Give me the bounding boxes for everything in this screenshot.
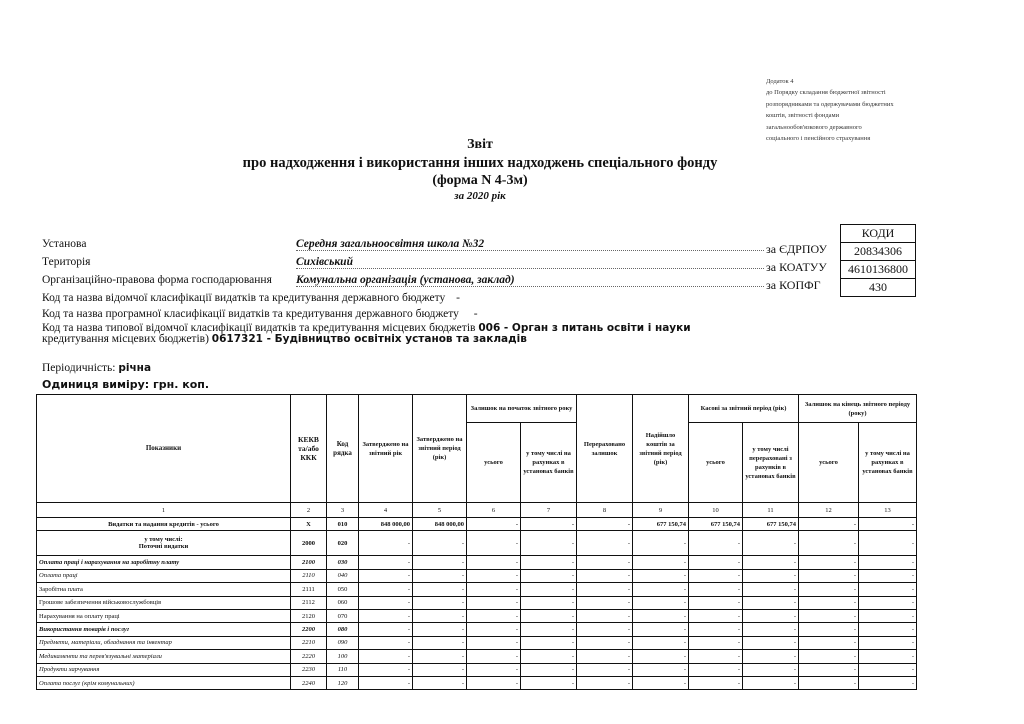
row-value: - bbox=[633, 596, 689, 609]
col-header-approved-year: Затверджено на звітний рік bbox=[359, 395, 413, 503]
col-header-kekv: КЕКВ та/або ККК bbox=[291, 395, 327, 503]
row-value: - bbox=[689, 609, 743, 622]
row-indicator-name: Оплата послуг (крім комунальних) bbox=[37, 676, 291, 689]
periodicity-label: Періодичність: bbox=[42, 362, 116, 374]
row-indicator-subtitle: у тому числі: bbox=[144, 536, 183, 544]
row-value: - bbox=[799, 556, 859, 569]
row-value: - bbox=[413, 556, 467, 569]
row-value: - bbox=[859, 676, 917, 689]
row-value: - bbox=[521, 676, 577, 689]
row-value: - bbox=[799, 663, 859, 676]
row-kekv: 2230 bbox=[291, 663, 327, 676]
row-value: - bbox=[577, 676, 633, 689]
table-row bbox=[37, 650, 917, 663]
row-indicator-title: Поточні видатки bbox=[138, 543, 189, 551]
code-label-kopfg: за КОПФГ bbox=[766, 278, 821, 292]
row-indicator-name: Медикаменти та перев'язувальні матеріали bbox=[37, 650, 291, 663]
row-kekv: 2240 bbox=[291, 676, 327, 689]
column-number: 8 bbox=[577, 503, 633, 518]
row-kekv: 2112 bbox=[291, 596, 327, 609]
territory-label: Територія bbox=[42, 256, 91, 268]
row-value: - bbox=[633, 663, 689, 676]
row-code: 050 bbox=[327, 583, 359, 596]
title-form: (форма N 4-3м) bbox=[432, 173, 528, 188]
row-code: 070 bbox=[327, 609, 359, 622]
row-value: - bbox=[467, 556, 521, 569]
institution-value: Середня загальноосвітня школа №32 bbox=[296, 238, 764, 251]
row-value: - bbox=[577, 569, 633, 582]
row-indicator-name: Оплата праці bbox=[37, 569, 291, 582]
row-value: - bbox=[799, 531, 859, 556]
appendix-note bbox=[766, 76, 966, 144]
periodicity bbox=[42, 362, 151, 374]
institution-label: Установа bbox=[42, 238, 87, 250]
row-value: - bbox=[633, 623, 689, 636]
row-value: 677 150,74 bbox=[689, 518, 743, 531]
row-value: - bbox=[467, 663, 521, 676]
col-header-balance-end-total: усього bbox=[799, 423, 859, 503]
row-value: - bbox=[743, 663, 799, 676]
codes-header: КОДИ bbox=[841, 225, 916, 243]
row-value: - bbox=[743, 609, 799, 622]
code-label-edrpou: за ЄДРПОУ bbox=[766, 242, 828, 256]
row-value: - bbox=[521, 518, 577, 531]
row-value: - bbox=[521, 609, 577, 622]
row-value: - bbox=[577, 623, 633, 636]
col-header-transferred-balance: Перераховано залишок bbox=[577, 395, 633, 503]
row-value: - bbox=[521, 531, 577, 556]
column-number: 12 bbox=[799, 503, 859, 518]
row-value: - bbox=[467, 609, 521, 622]
row-value: 848 000,00 bbox=[359, 518, 413, 531]
row-value: - bbox=[577, 663, 633, 676]
row-code: 040 bbox=[327, 569, 359, 582]
local-classification-label-2: кредитування місцевих бюджетів) bbox=[42, 333, 209, 345]
row-value: - bbox=[521, 650, 577, 663]
table-row bbox=[37, 636, 917, 649]
codes-table bbox=[840, 224, 916, 297]
row-kekv: X bbox=[291, 518, 327, 531]
row-value: - bbox=[413, 636, 467, 649]
row-value: - bbox=[521, 663, 577, 676]
row-value: - bbox=[799, 518, 859, 531]
row-value: - bbox=[743, 556, 799, 569]
col-header-row-code: Код рядка bbox=[327, 395, 359, 503]
row-value: - bbox=[577, 518, 633, 531]
row-value: - bbox=[859, 583, 917, 596]
row-code: 080 bbox=[327, 623, 359, 636]
row-value: - bbox=[859, 596, 917, 609]
row-value: - bbox=[689, 636, 743, 649]
row-value: - bbox=[743, 676, 799, 689]
row-value: - bbox=[577, 556, 633, 569]
row-indicator-name: Видатки та надання кредитів - усього bbox=[37, 518, 291, 531]
org-form-value: Комунальна організація (установа, заклад) bbox=[296, 274, 764, 287]
column-number: 2 bbox=[291, 503, 327, 518]
appendix-line: розпорядниками та одержувачами бюджетних bbox=[766, 100, 894, 108]
row-value: - bbox=[859, 623, 917, 636]
table-row bbox=[37, 623, 917, 636]
row-value: - bbox=[799, 623, 859, 636]
program-classification-value: - bbox=[473, 308, 478, 320]
row-kekv: 2200 bbox=[291, 623, 327, 636]
row-code: 110 bbox=[327, 663, 359, 676]
row-value: - bbox=[521, 596, 577, 609]
column-number: 1 bbox=[37, 503, 291, 518]
col-header-approved-period: Затверджено на звітний період (рік) bbox=[413, 395, 467, 503]
row-value: - bbox=[689, 531, 743, 556]
row-value: - bbox=[359, 623, 413, 636]
row-value: - bbox=[413, 676, 467, 689]
row-value: - bbox=[359, 676, 413, 689]
row-indicator-name: Предмети, матеріали, обладнання та інвентар bbox=[37, 636, 291, 649]
row-value: - bbox=[521, 556, 577, 569]
local-classification-value: 006 - Орган з питань освіти і науки bbox=[478, 322, 691, 334]
row-value: - bbox=[577, 583, 633, 596]
dept-classification-value: - bbox=[456, 292, 460, 304]
report-title bbox=[200, 136, 760, 202]
table-row bbox=[37, 609, 917, 622]
table-row bbox=[37, 583, 917, 596]
row-indicator-name: Оплата праці і нарахування на заробітну плату bbox=[37, 556, 291, 569]
column-number: 13 bbox=[859, 503, 917, 518]
row-value: - bbox=[577, 650, 633, 663]
column-number: 6 bbox=[467, 503, 521, 518]
code-koatuu: 4610136800 bbox=[841, 261, 916, 279]
col-header-cash-total: усього bbox=[689, 423, 743, 503]
territory-value: Сихівський bbox=[296, 256, 764, 269]
row-value: - bbox=[577, 531, 633, 556]
row-indicator-name: Грошове забезпечення військовослужбовців bbox=[37, 596, 291, 609]
row-indicator-name: Нарахування на оплату праці bbox=[37, 609, 291, 622]
row-value: - bbox=[689, 650, 743, 663]
row-value: - bbox=[743, 636, 799, 649]
row-value: - bbox=[413, 596, 467, 609]
table-row bbox=[37, 569, 917, 582]
row-code: 010 bbox=[327, 518, 359, 531]
col-header-balance-end-banks: у тому числі на рахунках в установах банків bbox=[859, 423, 917, 503]
row-value: - bbox=[359, 636, 413, 649]
row-value: - bbox=[577, 596, 633, 609]
row-value: - bbox=[689, 596, 743, 609]
row-value: - bbox=[859, 663, 917, 676]
row-code: 030 bbox=[327, 556, 359, 569]
row-indicator-name: Заробітна плата bbox=[37, 583, 291, 596]
row-value: - bbox=[689, 556, 743, 569]
row-value: 677 150,74 bbox=[633, 518, 689, 531]
column-number: 3 bbox=[327, 503, 359, 518]
local-classification-label: Код та назва типової відомчої класифікації видатків та кредитування місцевих бюджетів bbox=[42, 322, 476, 334]
row-value: - bbox=[467, 596, 521, 609]
row-value: - bbox=[859, 636, 917, 649]
row-indicator-name bbox=[37, 531, 291, 556]
row-value: - bbox=[467, 676, 521, 689]
row-value: - bbox=[577, 636, 633, 649]
row-value: 677 150,74 bbox=[743, 518, 799, 531]
row-value: - bbox=[633, 569, 689, 582]
row-value: - bbox=[359, 531, 413, 556]
row-value: - bbox=[467, 623, 521, 636]
column-number: 7 bbox=[521, 503, 577, 518]
row-code: 090 bbox=[327, 636, 359, 649]
column-number: 10 bbox=[689, 503, 743, 518]
row-value: - bbox=[743, 531, 799, 556]
column-number: 4 bbox=[359, 503, 413, 518]
row-kekv: 2120 bbox=[291, 609, 327, 622]
row-value: - bbox=[633, 676, 689, 689]
table-row bbox=[37, 596, 917, 609]
row-kekv: 2100 bbox=[291, 556, 327, 569]
row-indicator-name: Продукти харчування bbox=[37, 663, 291, 676]
row-value: - bbox=[359, 650, 413, 663]
row-value: - bbox=[521, 583, 577, 596]
col-header-balance-start: Залишок на початок звітного року bbox=[467, 395, 577, 423]
row-value: - bbox=[689, 569, 743, 582]
row-value: - bbox=[859, 650, 917, 663]
row-value: - bbox=[359, 596, 413, 609]
table-row bbox=[37, 556, 917, 569]
row-kekv: 2000 bbox=[291, 531, 327, 556]
row-value: - bbox=[743, 650, 799, 663]
table-row bbox=[37, 518, 917, 531]
unit-of-measure: Одиниця виміру: грн. коп. bbox=[42, 378, 210, 391]
row-value: - bbox=[799, 636, 859, 649]
appendix-line: соціального і пенсійного страхування bbox=[766, 135, 871, 143]
table-row bbox=[37, 531, 917, 556]
row-value: - bbox=[799, 596, 859, 609]
row-value: - bbox=[689, 676, 743, 689]
row-code: 020 bbox=[327, 531, 359, 556]
row-value: - bbox=[633, 609, 689, 622]
row-value: - bbox=[799, 650, 859, 663]
row-value: - bbox=[413, 650, 467, 663]
row-value: - bbox=[467, 518, 521, 531]
row-kekv: 2220 bbox=[291, 650, 327, 663]
org-form-label: Організаційно-правова форма господарювання bbox=[42, 274, 272, 286]
row-value: - bbox=[743, 569, 799, 582]
row-value: - bbox=[359, 556, 413, 569]
col-header-cash: Касові за звітний період (рік) bbox=[689, 395, 799, 423]
row-value: - bbox=[799, 569, 859, 582]
code-label-koatuu: за КОАТУУ bbox=[766, 260, 827, 274]
appendix-line: Додаток 4 bbox=[766, 78, 794, 85]
col-header-balance-end: Залишок на кінець звітного періоду (року) bbox=[799, 395, 917, 423]
row-value: - bbox=[359, 609, 413, 622]
row-value: - bbox=[689, 663, 743, 676]
dept-classification-label: Код та назва відомчої класифікації видатків та кредитування державного бюджету bbox=[42, 292, 446, 304]
code-edrpou: 20834306 bbox=[841, 243, 916, 261]
row-kekv: 2210 bbox=[291, 636, 327, 649]
row-value: - bbox=[859, 569, 917, 582]
row-value: - bbox=[743, 623, 799, 636]
row-value: - bbox=[689, 583, 743, 596]
row-value: - bbox=[689, 623, 743, 636]
row-value: - bbox=[359, 569, 413, 582]
row-value: - bbox=[799, 609, 859, 622]
program-classification-label: Код та назва програмної класифікації видатків та кредитування державного бюджету bbox=[42, 308, 459, 320]
row-value: - bbox=[633, 650, 689, 663]
col-header-indicators: Показники bbox=[37, 395, 291, 503]
title-line-2: про надходження і використання інших надходжень спеціального фонду bbox=[242, 155, 718, 171]
row-indicator-name: Використання товарів і послуг bbox=[37, 623, 291, 636]
column-number: 9 bbox=[633, 503, 689, 518]
row-value: - bbox=[859, 609, 917, 622]
row-value: - bbox=[633, 531, 689, 556]
row-code: 060 bbox=[327, 596, 359, 609]
row-value: - bbox=[467, 531, 521, 556]
table-row bbox=[37, 676, 917, 689]
row-value: - bbox=[577, 609, 633, 622]
row-value: - bbox=[521, 623, 577, 636]
appendix-line: до Порядку складання бюджетної звітності bbox=[766, 89, 886, 97]
dept-classification bbox=[42, 292, 460, 304]
appendix-line: загальнообов'язкового державного bbox=[766, 123, 862, 131]
report-table bbox=[36, 394, 917, 690]
program-classification bbox=[42, 308, 478, 320]
col-header-cash-banks: у тому числі перераховані з рахунків в установах банків bbox=[743, 423, 799, 503]
col-header-received: Надійшло коштів за звітний період (рік) bbox=[633, 395, 689, 503]
row-value: - bbox=[413, 583, 467, 596]
row-value: - bbox=[521, 569, 577, 582]
row-code: 120 bbox=[327, 676, 359, 689]
row-value: - bbox=[633, 636, 689, 649]
row-value: - bbox=[359, 663, 413, 676]
row-value: - bbox=[859, 556, 917, 569]
row-value: - bbox=[467, 650, 521, 663]
row-value: - bbox=[467, 569, 521, 582]
row-value: - bbox=[413, 609, 467, 622]
row-value: - bbox=[413, 663, 467, 676]
local-classification-line-2 bbox=[42, 333, 527, 345]
column-number: 11 bbox=[743, 503, 799, 518]
row-value: - bbox=[743, 596, 799, 609]
periodicity-value: річна bbox=[118, 362, 152, 374]
table-row bbox=[37, 663, 917, 676]
row-value: - bbox=[467, 583, 521, 596]
row-kekv: 2111 bbox=[291, 583, 327, 596]
row-value: - bbox=[799, 583, 859, 596]
row-value: - bbox=[413, 569, 467, 582]
row-value: 848 000,00 bbox=[413, 518, 467, 531]
row-value: - bbox=[633, 556, 689, 569]
row-kekv: 2110 bbox=[291, 569, 327, 582]
row-value: - bbox=[359, 583, 413, 596]
col-header-balance-start-banks: у тому числі на рахунках в установах банків bbox=[521, 423, 577, 503]
row-value: - bbox=[743, 583, 799, 596]
row-value: - bbox=[467, 636, 521, 649]
row-value: - bbox=[413, 623, 467, 636]
local-classification-value-2: 0617321 - Будівництво освітніх установ та закладів bbox=[211, 333, 527, 345]
code-kopfg: 430 bbox=[841, 279, 916, 297]
row-value: - bbox=[633, 583, 689, 596]
column-number: 5 bbox=[413, 503, 467, 518]
row-value: - bbox=[799, 676, 859, 689]
title-line-1: Звіт bbox=[467, 137, 493, 152]
column-number-row bbox=[37, 503, 917, 518]
col-header-balance-start-total: усього bbox=[467, 423, 521, 503]
row-value: - bbox=[413, 531, 467, 556]
appendix-line: коштів, звітності фондами bbox=[766, 112, 840, 120]
row-code: 100 bbox=[327, 650, 359, 663]
row-value: - bbox=[521, 636, 577, 649]
title-year: за 2020 рік bbox=[454, 190, 506, 202]
row-value: - bbox=[859, 531, 917, 556]
row-value: - bbox=[859, 518, 917, 531]
